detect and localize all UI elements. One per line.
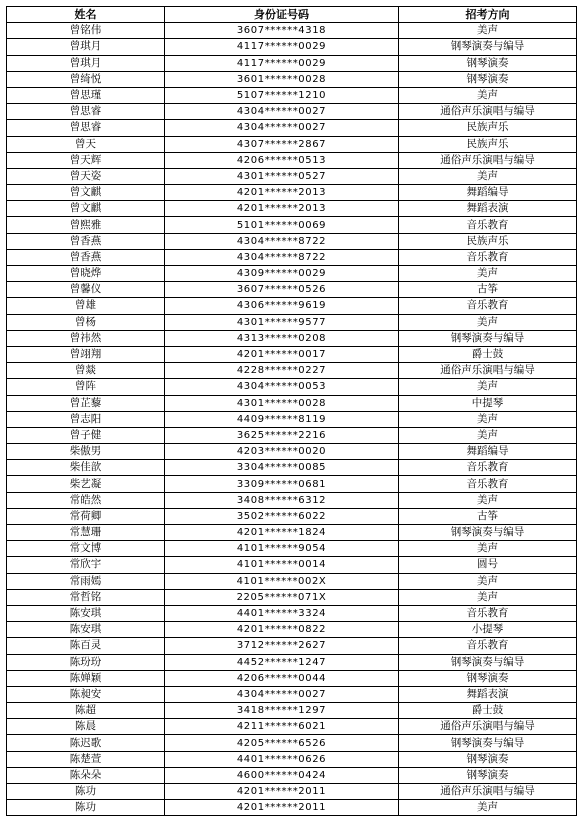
table-row (7, 605, 577, 621)
table-row (7, 185, 577, 201)
cell-direction: 古筝 (399, 508, 577, 524)
table-row (7, 800, 577, 816)
cell-name: 曾晓烨 (7, 266, 165, 282)
cell-id-number: 3418******1297 (165, 703, 399, 719)
cell-direction: 音乐教育 (399, 638, 577, 654)
cell-direction: 美声 (399, 573, 577, 589)
cell-id-number: 4304******0053 (165, 379, 399, 395)
cell-direction: 舞蹈表演 (399, 201, 577, 217)
table-row (7, 201, 577, 217)
cell-id-number: 4409******8119 (165, 411, 399, 427)
table-row (7, 168, 577, 184)
cell-id-number: 3309******0681 (165, 476, 399, 492)
table-row (7, 71, 577, 87)
cell-id-number: 4117******0029 (165, 39, 399, 55)
cell-name: 常哲铭 (7, 589, 165, 605)
cell-name: 陈超 (7, 703, 165, 719)
cell-id-number: 3607******4318 (165, 23, 399, 39)
cell-id-number: 4304******0027 (165, 686, 399, 702)
table-row (7, 282, 577, 298)
cell-id-number: 4401******3324 (165, 605, 399, 621)
cell-direction: 钢琴演奏与编导 (399, 39, 577, 55)
cell-direction: 音乐教育 (399, 476, 577, 492)
cell-name: 陈楚萱 (7, 751, 165, 767)
header-name: 姓名 (7, 7, 165, 23)
cell-id-number: 4201******2013 (165, 201, 399, 217)
table-row (7, 39, 577, 55)
cell-direction: 美声 (399, 411, 577, 427)
cell-direction: 钢琴演奏 (399, 71, 577, 87)
cell-direction: 民族声乐 (399, 136, 577, 152)
cell-id-number: 4452******1247 (165, 654, 399, 670)
cell-direction: 舞蹈编导 (399, 185, 577, 201)
cell-name: 曾香燕 (7, 233, 165, 249)
cell-id-number: 4211******6021 (165, 719, 399, 735)
cell-name: 陈安琪 (7, 622, 165, 638)
cell-id-number: 4201******1824 (165, 525, 399, 541)
cell-name: 陈安琪 (7, 605, 165, 621)
cell-name: 陈功 (7, 784, 165, 800)
cell-id-number: 4301******0527 (165, 168, 399, 184)
table-row (7, 508, 577, 524)
cell-id-number: 5101******0069 (165, 217, 399, 233)
table-row (7, 735, 577, 751)
cell-id-number: 4205******6526 (165, 735, 399, 751)
cell-id-number: 4304******0027 (165, 120, 399, 136)
table-row (7, 330, 577, 346)
table-row (7, 152, 577, 168)
cell-direction: 钢琴演奏 (399, 767, 577, 783)
table-row (7, 622, 577, 638)
cell-id-number: 3408******6312 (165, 492, 399, 508)
cell-id-number: 4201******2013 (165, 185, 399, 201)
cell-id-number: 4201******2011 (165, 784, 399, 800)
cell-name: 柴艺凝 (7, 476, 165, 492)
cell-id-number: 4304******0027 (165, 104, 399, 120)
roster-sheet (6, 6, 576, 816)
table-row (7, 719, 577, 735)
cell-direction: 钢琴演奏 (399, 55, 577, 71)
cell-name: 曾雄 (7, 298, 165, 314)
cell-direction: 古筝 (399, 282, 577, 298)
cell-direction: 小提琴 (399, 622, 577, 638)
cell-name: 陈昶安 (7, 686, 165, 702)
cell-id-number: 4201******0017 (165, 346, 399, 362)
cell-id-number: 3712******2627 (165, 638, 399, 654)
cell-id-number: 4101******002X (165, 573, 399, 589)
cell-name: 曾香燕 (7, 249, 165, 265)
table-row (7, 703, 577, 719)
cell-direction: 美声 (399, 314, 577, 330)
cell-direction: 美声 (399, 379, 577, 395)
table-row (7, 427, 577, 443)
cell-direction: 音乐教育 (399, 298, 577, 314)
cell-direction: 爵士鼓 (399, 346, 577, 362)
cell-direction: 舞蹈表演 (399, 686, 577, 702)
cell-id-number: 4228******0227 (165, 363, 399, 379)
cell-name: 陈晨 (7, 719, 165, 735)
cell-direction: 音乐教育 (399, 249, 577, 265)
table-row (7, 767, 577, 783)
cell-name: 曾燚 (7, 363, 165, 379)
cell-name: 曾琪月 (7, 55, 165, 71)
table-row (7, 314, 577, 330)
cell-name: 陈玢玢 (7, 654, 165, 670)
cell-name: 曾思瑾 (7, 87, 165, 103)
cell-direction: 民族声乐 (399, 120, 577, 136)
table-row (7, 411, 577, 427)
cell-id-number: 4304******8722 (165, 249, 399, 265)
table-row (7, 589, 577, 605)
cell-name: 曾文麒 (7, 201, 165, 217)
table-row (7, 670, 577, 686)
cell-direction: 美声 (399, 23, 577, 39)
cell-id-number: 4401******0626 (165, 751, 399, 767)
cell-name: 曾绮悦 (7, 71, 165, 87)
cell-direction: 钢琴演奏与编导 (399, 330, 577, 346)
cell-id-number: 4201******0822 (165, 622, 399, 638)
header-row (7, 7, 577, 23)
cell-id-number: 4309******0029 (165, 266, 399, 282)
table-row (7, 476, 577, 492)
cell-id-number: 4313******0208 (165, 330, 399, 346)
cell-direction: 美声 (399, 589, 577, 605)
cell-name: 曾翊翔 (7, 346, 165, 362)
table-row (7, 379, 577, 395)
table-row (7, 395, 577, 411)
table-row (7, 363, 577, 379)
table-row (7, 557, 577, 573)
cell-id-number: 4301******0028 (165, 395, 399, 411)
cell-id-number: 3607******0526 (165, 282, 399, 298)
header-id-number: 身份证号码 (165, 7, 399, 23)
cell-id-number: 2205******071X (165, 589, 399, 605)
cell-id-number: 4206******0513 (165, 152, 399, 168)
cell-name: 曾馨仪 (7, 282, 165, 298)
cell-direction: 美声 (399, 800, 577, 816)
table-row (7, 751, 577, 767)
cell-name: 曾杨 (7, 314, 165, 330)
table-row (7, 233, 577, 249)
cell-name: 陈功 (7, 800, 165, 816)
cell-name: 曾铭伟 (7, 23, 165, 39)
cell-id-number: 4206******0044 (165, 670, 399, 686)
cell-id-number: 3304******0085 (165, 460, 399, 476)
cell-name: 曾芷藜 (7, 395, 165, 411)
cell-direction: 美声 (399, 427, 577, 443)
table-row (7, 638, 577, 654)
table-row (7, 492, 577, 508)
cell-direction: 通俗声乐演唱与编导 (399, 719, 577, 735)
roster-table (6, 6, 577, 816)
cell-id-number: 4201******2011 (165, 800, 399, 816)
cell-direction: 音乐教育 (399, 460, 577, 476)
table-row (7, 298, 577, 314)
cell-direction: 钢琴演奏 (399, 751, 577, 767)
cell-direction: 民族声乐 (399, 233, 577, 249)
cell-name: 曾天辉 (7, 152, 165, 168)
cell-direction: 美声 (399, 541, 577, 557)
cell-id-number: 4304******8722 (165, 233, 399, 249)
cell-name: 常欣宇 (7, 557, 165, 573)
cell-direction: 钢琴演奏 (399, 670, 577, 686)
cell-name: 曾熙雅 (7, 217, 165, 233)
table-row (7, 346, 577, 362)
table-row (7, 87, 577, 103)
table-row (7, 217, 577, 233)
cell-name: 曾思睿 (7, 104, 165, 120)
cell-name: 柴佳歆 (7, 460, 165, 476)
cell-id-number: 4101******0014 (165, 557, 399, 573)
cell-direction: 通俗声乐演唱与编导 (399, 104, 577, 120)
cell-direction: 钢琴演奏与编导 (399, 525, 577, 541)
cell-id-number: 4117******0029 (165, 55, 399, 71)
table-row (7, 136, 577, 152)
cell-name: 陈迟歌 (7, 735, 165, 751)
cell-direction: 音乐教育 (399, 217, 577, 233)
cell-name: 曾阵 (7, 379, 165, 395)
cell-id-number: 3502******6022 (165, 508, 399, 524)
cell-name: 陈百灵 (7, 638, 165, 654)
cell-direction: 钢琴演奏与编导 (399, 654, 577, 670)
cell-direction: 美声 (399, 87, 577, 103)
cell-direction: 美声 (399, 266, 577, 282)
cell-direction: 钢琴演奏与编导 (399, 735, 577, 751)
cell-id-number: 3625******2216 (165, 427, 399, 443)
cell-direction: 爵士鼓 (399, 703, 577, 719)
cell-direction: 美声 (399, 492, 577, 508)
table-row (7, 686, 577, 702)
cell-id-number: 4600******0424 (165, 767, 399, 783)
cell-direction: 中提琴 (399, 395, 577, 411)
cell-direction: 通俗声乐演唱与编导 (399, 363, 577, 379)
table-row (7, 784, 577, 800)
cell-name: 常雨嫣 (7, 573, 165, 589)
cell-id-number: 4306******9619 (165, 298, 399, 314)
cell-id-number: 5107******1210 (165, 87, 399, 103)
cell-id-number: 3601******0028 (165, 71, 399, 87)
cell-direction: 通俗声乐演唱与编导 (399, 152, 577, 168)
table-row (7, 525, 577, 541)
cell-name: 曾志阳 (7, 411, 165, 427)
cell-name: 柴傲男 (7, 444, 165, 460)
cell-id-number: 4307******2867 (165, 136, 399, 152)
cell-name: 常慧珊 (7, 525, 165, 541)
table-row (7, 104, 577, 120)
cell-name: 曾祎然 (7, 330, 165, 346)
table-row (7, 266, 577, 282)
cell-direction: 通俗声乐演唱与编导 (399, 784, 577, 800)
table-row (7, 23, 577, 39)
header-direction: 招考方向 (399, 7, 577, 23)
table-body (7, 23, 577, 816)
cell-id-number: 4101******9054 (165, 541, 399, 557)
cell-name: 常皓然 (7, 492, 165, 508)
cell-name: 常文博 (7, 541, 165, 557)
table-row (7, 444, 577, 460)
cell-name: 陈朵朵 (7, 767, 165, 783)
cell-direction: 圆号 (399, 557, 577, 573)
cell-id-number: 4203******0020 (165, 444, 399, 460)
table-row (7, 55, 577, 71)
table-row (7, 120, 577, 136)
cell-name: 陈婵颖 (7, 670, 165, 686)
table-row (7, 541, 577, 557)
cell-id-number: 4301******9577 (165, 314, 399, 330)
cell-name: 曾子健 (7, 427, 165, 443)
cell-name: 曾琪月 (7, 39, 165, 55)
cell-name: 常荷卿 (7, 508, 165, 524)
table-row (7, 573, 577, 589)
cell-name: 曾文麒 (7, 185, 165, 201)
cell-direction: 舞蹈编导 (399, 444, 577, 460)
table-row (7, 654, 577, 670)
cell-name: 曾天姿 (7, 168, 165, 184)
cell-name: 曾思睿 (7, 120, 165, 136)
table-row (7, 249, 577, 265)
cell-direction: 音乐教育 (399, 605, 577, 621)
cell-name: 曾天 (7, 136, 165, 152)
cell-direction: 美声 (399, 168, 577, 184)
table-row (7, 460, 577, 476)
